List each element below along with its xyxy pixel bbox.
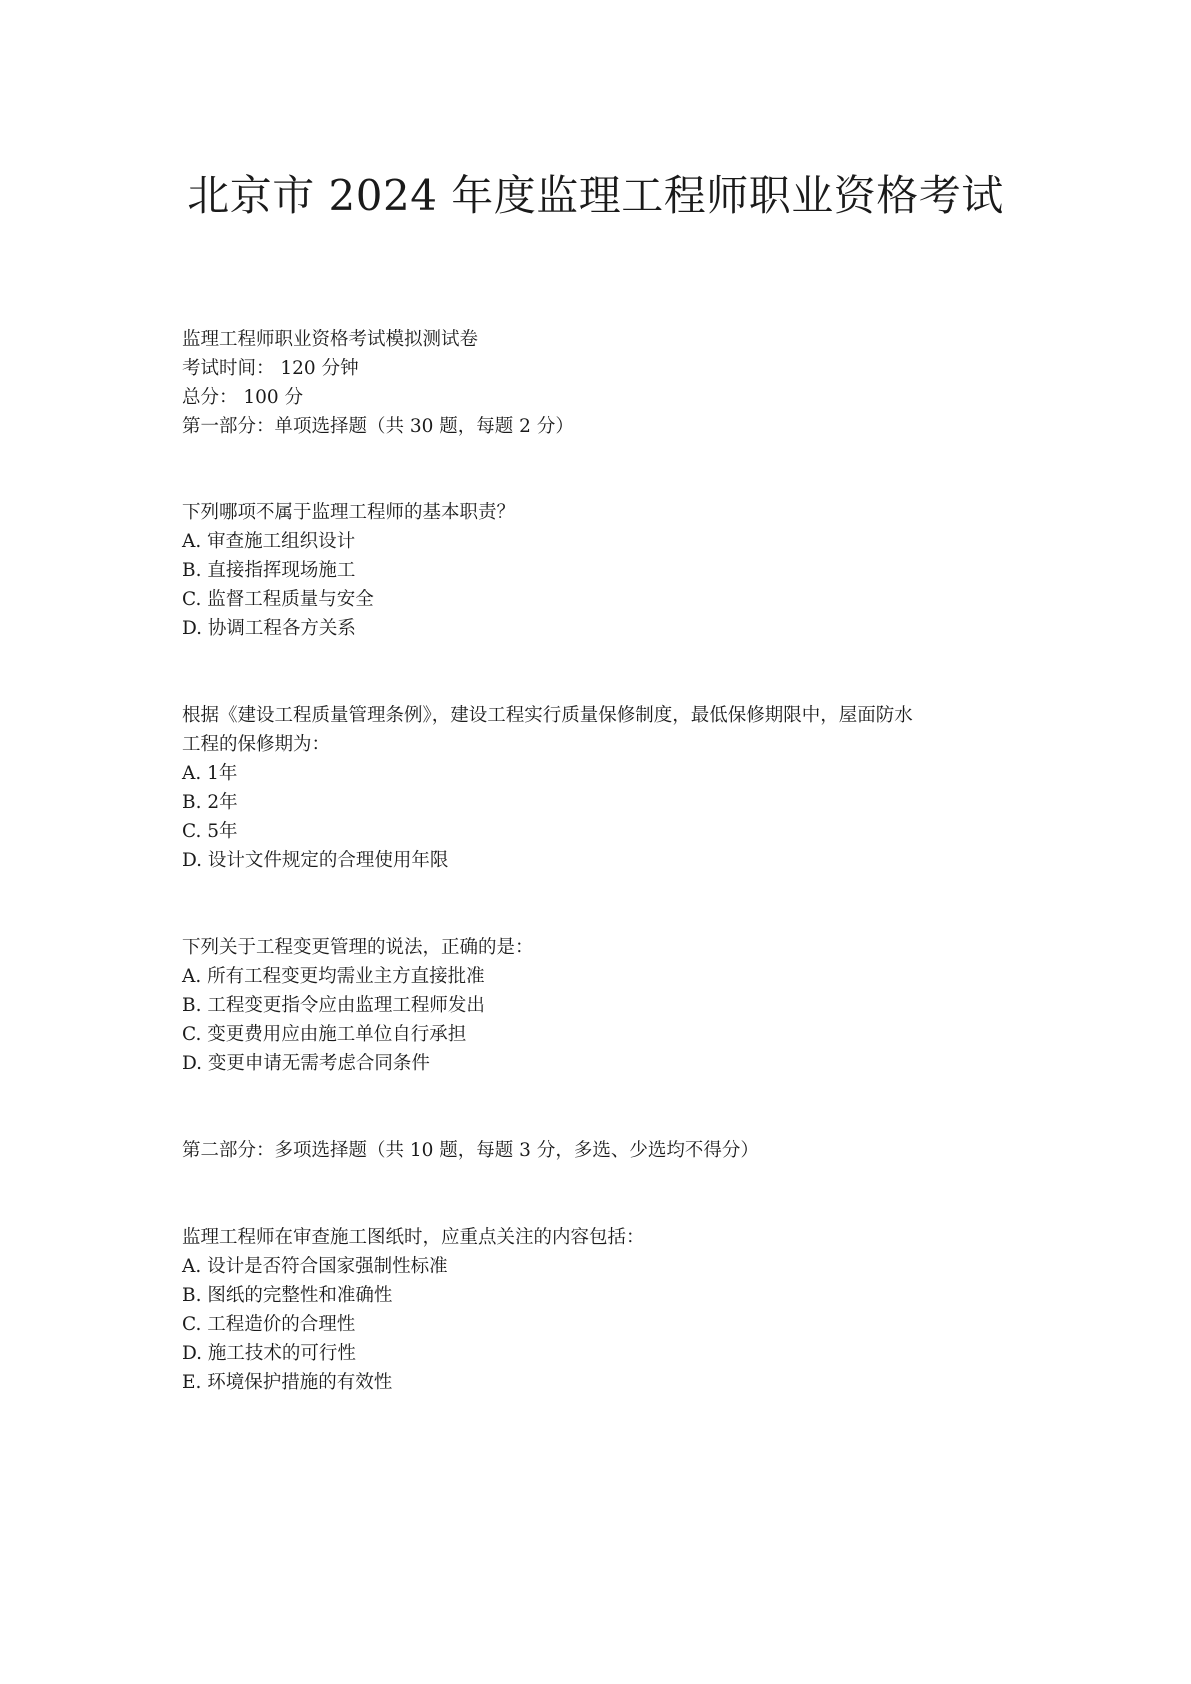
section-heading: 第二部分：多项选择题（共 10 题，每题 3 分，多选、少选均不得分）	[182, 1140, 759, 1161]
question-option: E. 环境保护措施的有效性	[182, 1372, 393, 1393]
question-option: B. 工程变更指令应由监理工程师发出	[182, 995, 485, 1016]
question-stem: 工程的保修期为：	[182, 734, 331, 755]
question-option: A. 所有工程变更均需业主方直接批准	[182, 966, 485, 987]
exam-total-score: 总分： 100 分	[182, 387, 304, 408]
question-option: A. 设计是否符合国家强制性标准	[182, 1256, 448, 1277]
question-stem: 监理工程师在审查施工图纸时，应重点关注的内容包括：	[182, 1227, 645, 1248]
question-option: D. 协调工程各方关系	[182, 618, 356, 639]
section-heading: 第一部分：单项选择题（共 30 题，每题 2 分）	[182, 416, 574, 437]
question-option: D. 变更申请无需考虑合同条件	[182, 1053, 430, 1074]
exam-time: 考试时间： 120 分钟	[182, 358, 359, 379]
question-option: C. 变更费用应由施工单位自行承担	[182, 1024, 467, 1045]
question-stem: 根据《建设工程质量管理条例》，建设工程实行质量保修制度，最低保修期限中，屋面防水	[182, 705, 913, 726]
question-option: A. 1年	[182, 763, 238, 784]
question-option: A. 审查施工组织设计	[182, 531, 356, 552]
page-title: 北京市 2024 年度监理工程师职业资格考试	[187, 171, 1004, 220]
question-option: D. 施工技术的可行性	[182, 1343, 356, 1364]
question-option: B. 直接指挥现场施工	[182, 560, 356, 581]
question-option: C. 监督工程质量与安全	[182, 589, 374, 610]
question-option: B. 2年	[182, 792, 238, 813]
question-option: C. 工程造价的合理性	[182, 1314, 356, 1335]
question-option: C. 5年	[182, 821, 238, 842]
question-stem: 下列哪项不属于监理工程师的基本职责？	[182, 502, 516, 523]
question-option: D. 设计文件规定的合理使用年限	[182, 850, 449, 871]
question-option: B. 图纸的完整性和准确性	[182, 1285, 393, 1306]
question-stem: 下列关于工程变更管理的说法，正确的是：	[182, 937, 534, 958]
exam-subtitle: 监理工程师职业资格考试模拟测试卷	[182, 329, 479, 350]
